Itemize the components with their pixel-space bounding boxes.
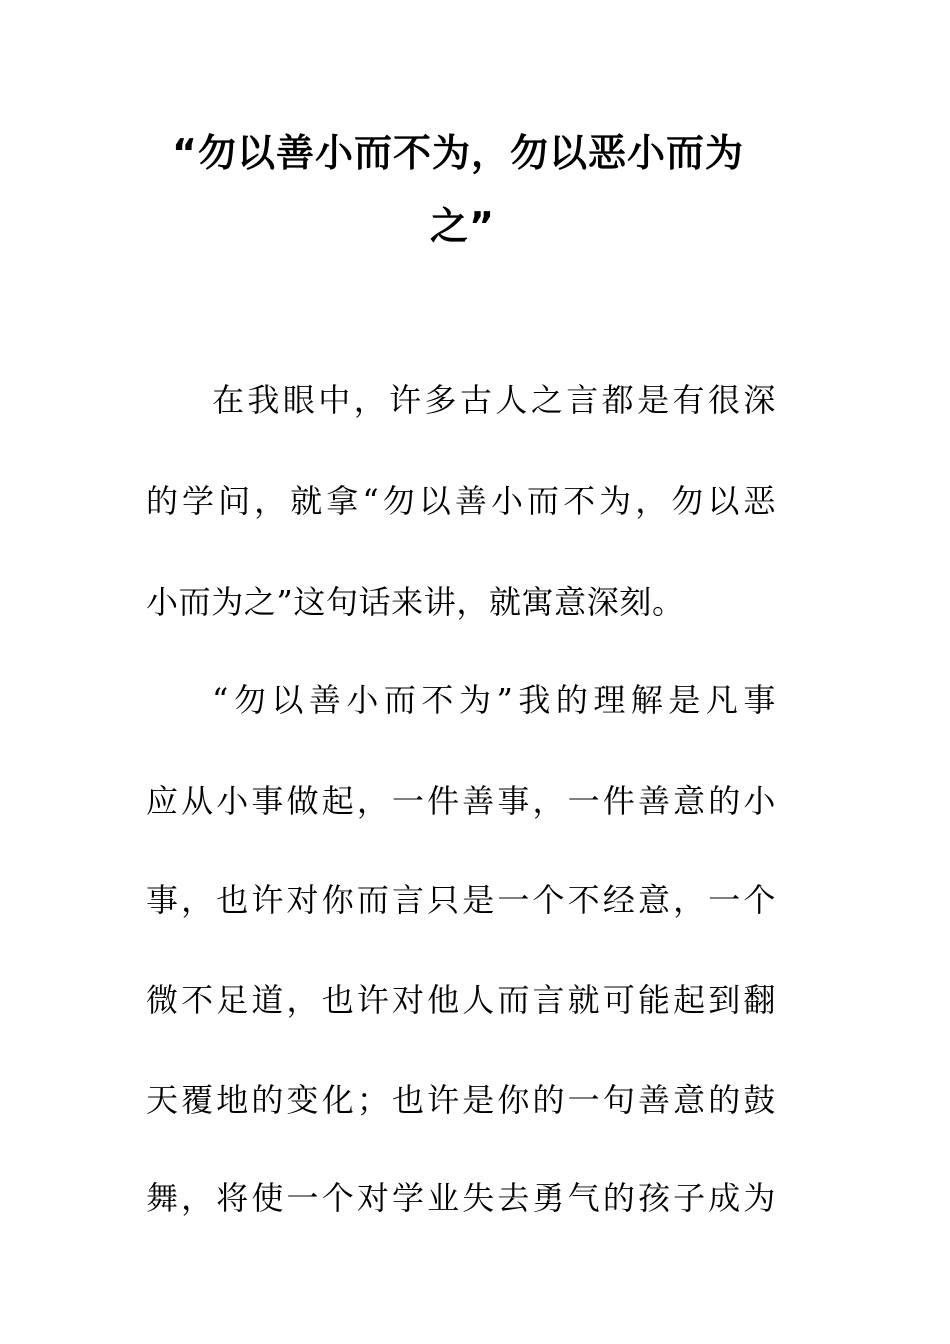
- paragraph-2-line-1: “勿以善小而不为”我的理解是凡事: [212, 681, 776, 719]
- paragraph-2-line-3: 事，也许对你而言只是一个不经意，一个: [146, 881, 776, 919]
- paragraph-2-line-4: 微不足道，也许对他人而言就可能起到翻: [146, 981, 776, 1019]
- paragraph-1-line-1: 在我眼中，许多古人之言都是有很深: [212, 381, 776, 419]
- title-line-1: “勿以善小而不为，勿以恶小而为: [172, 131, 744, 175]
- paragraph-2-line-5: 天覆地的变化；也许是你的一句善意的鼓: [146, 1081, 776, 1119]
- paragraph-1-line-2: 的学问，就拿“勿以善小而不为，勿以恶: [146, 482, 776, 520]
- paragraph-2-line-6: 舞，将使一个对学业失去勇气的孩子成为: [146, 1179, 776, 1217]
- title-line-2: 之”: [430, 204, 495, 248]
- paragraph-1-line-3: 小而为之”这句话来讲，就寓意深刻。: [146, 583, 685, 621]
- paragraph-2-line-2: 应从小事做起，一件善事，一件善意的小: [146, 782, 776, 820]
